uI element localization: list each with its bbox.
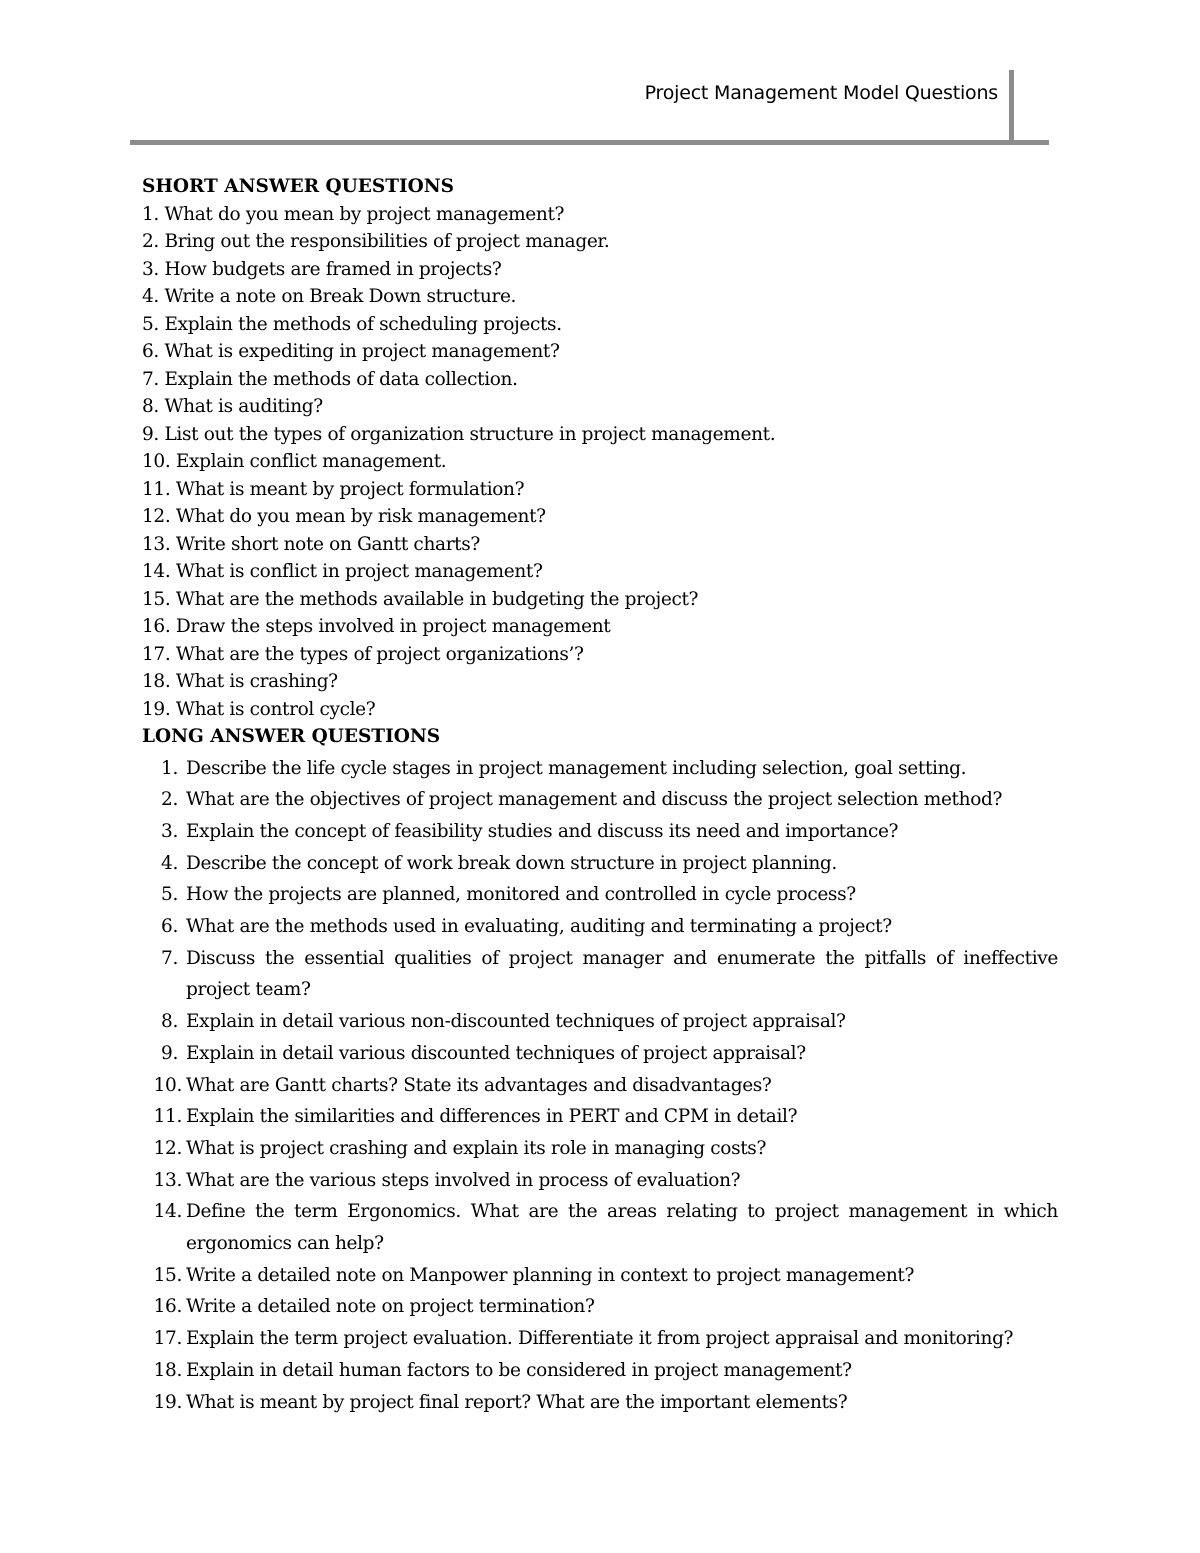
long-question-number: 3. <box>161 820 178 842</box>
long-question <box>142 879 1058 911</box>
long-question <box>142 1038 1058 1070</box>
short-question: 9. List out the types of organization structure in project management. <box>142 423 776 445</box>
long-question-text: What is meant by project final report? What are the important elements? <box>186 1391 848 1413</box>
long-question-text: Write a detailed note on project termination? <box>186 1296 595 1318</box>
long-question <box>142 1260 1058 1292</box>
short-question: 3. How budgets are framed in projects? <box>142 258 502 280</box>
long-question <box>142 943 1058 1006</box>
short-question: 15. What are the methods available in budgeting the project? <box>142 588 699 610</box>
short-question: 8. What is auditing? <box>142 396 323 417</box>
long-question-number: 18. <box>153 1359 182 1381</box>
long-question <box>142 848 1058 880</box>
short-question: 13. Write short note on Gantt charts? <box>142 533 480 555</box>
short-question: 1. What do you mean by project management? <box>142 203 565 225</box>
long-question-number: 19. <box>153 1391 182 1413</box>
long-question-text: What are Gantt charts? State its advantages and disadvantages? <box>186 1074 772 1096</box>
long-question-number: 12. <box>153 1137 182 1159</box>
long-question <box>142 1196 1058 1259</box>
long-question-text: Explain in detail various non-discounted techniques of project appraisal? <box>186 1011 846 1033</box>
long-question-number: 10. <box>153 1074 182 1096</box>
long-question <box>142 784 1058 816</box>
page-header-title: Project Management Model Questions <box>644 82 998 104</box>
short-question: 10. Explain conflict management. <box>142 451 447 472</box>
long-question-number: 4. <box>161 852 178 874</box>
long-question-number: 5. <box>161 884 178 906</box>
short-question: 16. Draw the steps involved in project management <box>142 616 611 637</box>
short-question: 19. What is control cycle? <box>142 698 376 720</box>
long-question-text: Explain the similarities and differences in PERT and CPM in detail? <box>186 1106 798 1128</box>
long-question <box>142 1165 1058 1197</box>
long-question-text: What are the various steps involved in process of evaluation? <box>186 1169 741 1191</box>
long-question-number: 6. <box>161 916 178 938</box>
document-body <box>142 173 1058 1418</box>
long-question-text: What are the objectives of project management and discuss the project selection method? <box>186 789 1003 811</box>
long-question-number: 1. <box>161 757 178 779</box>
long-question <box>142 1323 1058 1355</box>
long-question <box>142 1355 1058 1387</box>
long-question-number: 11. <box>153 1106 182 1128</box>
short-answer-list <box>142 201 1058 724</box>
long-question <box>142 1133 1058 1165</box>
long-question-text: Explain in detail various discounted techniques of project appraisal? <box>186 1042 806 1064</box>
long-question-text: Describe the concept of work break down structure in project planning. <box>186 852 837 874</box>
long-question-text: Write a detailed note on Manpower planning in context to project management? <box>186 1264 915 1286</box>
long-question-number: 7. <box>161 947 178 969</box>
long-answer-list <box>142 753 1058 1419</box>
short-question: 14. What is conflict in project management? <box>142 561 543 582</box>
short-question: 11. What is meant by project formulation? <box>142 478 525 500</box>
long-question <box>142 1387 1058 1419</box>
long-answer-heading: LONG ANSWER QUESTIONS <box>142 726 441 747</box>
long-question-number: 14. <box>153 1201 182 1223</box>
short-question: 18. What is crashing? <box>142 671 338 692</box>
short-question: 17. What are the types of project organizations’? <box>142 643 584 665</box>
long-question-number: 8. <box>161 1011 178 1033</box>
short-question: 6. What is expediting in project management? <box>142 341 560 362</box>
long-question-number: 17. <box>153 1328 182 1350</box>
long-question-text: How the projects are planned, monitored and controlled in cycle process? <box>186 884 856 906</box>
long-question-text: What are the methods used in evaluating, auditing and terminating a project? <box>186 916 892 938</box>
long-question-number: 2. <box>161 789 178 811</box>
long-question-text: Describe the life cycle stages in project management including selection, goal setting. <box>186 757 967 779</box>
long-question <box>142 1101 1058 1133</box>
short-question: 2. Bring out the responsibilities of project manager. <box>142 231 610 252</box>
long-question <box>142 1006 1058 1038</box>
short-answer-heading: SHORT ANSWER QUESTIONS <box>142 176 455 197</box>
header-vertical-rule <box>1009 70 1014 141</box>
long-question-text: Discuss the essential qualities of project manager and enumerate the pitfalls of ineffective project team? <box>186 947 1058 1001</box>
long-question <box>142 911 1058 943</box>
long-question-number: 13. <box>153 1169 182 1191</box>
short-question: 7. Explain the methods of data collection. <box>142 368 518 390</box>
long-question-text: Define the term Ergonomics. What are the areas relating to project management in which ergonomics can help? <box>186 1201 1058 1255</box>
long-question-text: What is project crashing and explain its role in managing costs? <box>186 1137 767 1159</box>
short-question: 5. Explain the methods of scheduling projects. <box>142 313 562 335</box>
long-question-text: Explain the term project evaluation. Differentiate it from project appraisal and monitoring? <box>186 1328 1014 1350</box>
short-question: 12. What do you mean by risk management? <box>142 506 546 527</box>
short-question: 4. Write a note on Break Down structure. <box>142 286 517 307</box>
long-question-number: 15. <box>153 1264 182 1286</box>
long-question-text: Explain the concept of feasibility studies and discuss its need and importance? <box>186 820 899 842</box>
long-question-number: 16. <box>153 1296 182 1318</box>
long-question <box>142 816 1058 848</box>
long-question <box>142 753 1058 785</box>
long-question-number: 9. <box>161 1042 178 1064</box>
long-question-text: Explain in detail human factors to be considered in project management? <box>186 1359 852 1381</box>
header-horizontal-rule <box>130 140 1049 145</box>
long-question <box>142 1291 1058 1323</box>
long-question <box>142 1070 1058 1102</box>
